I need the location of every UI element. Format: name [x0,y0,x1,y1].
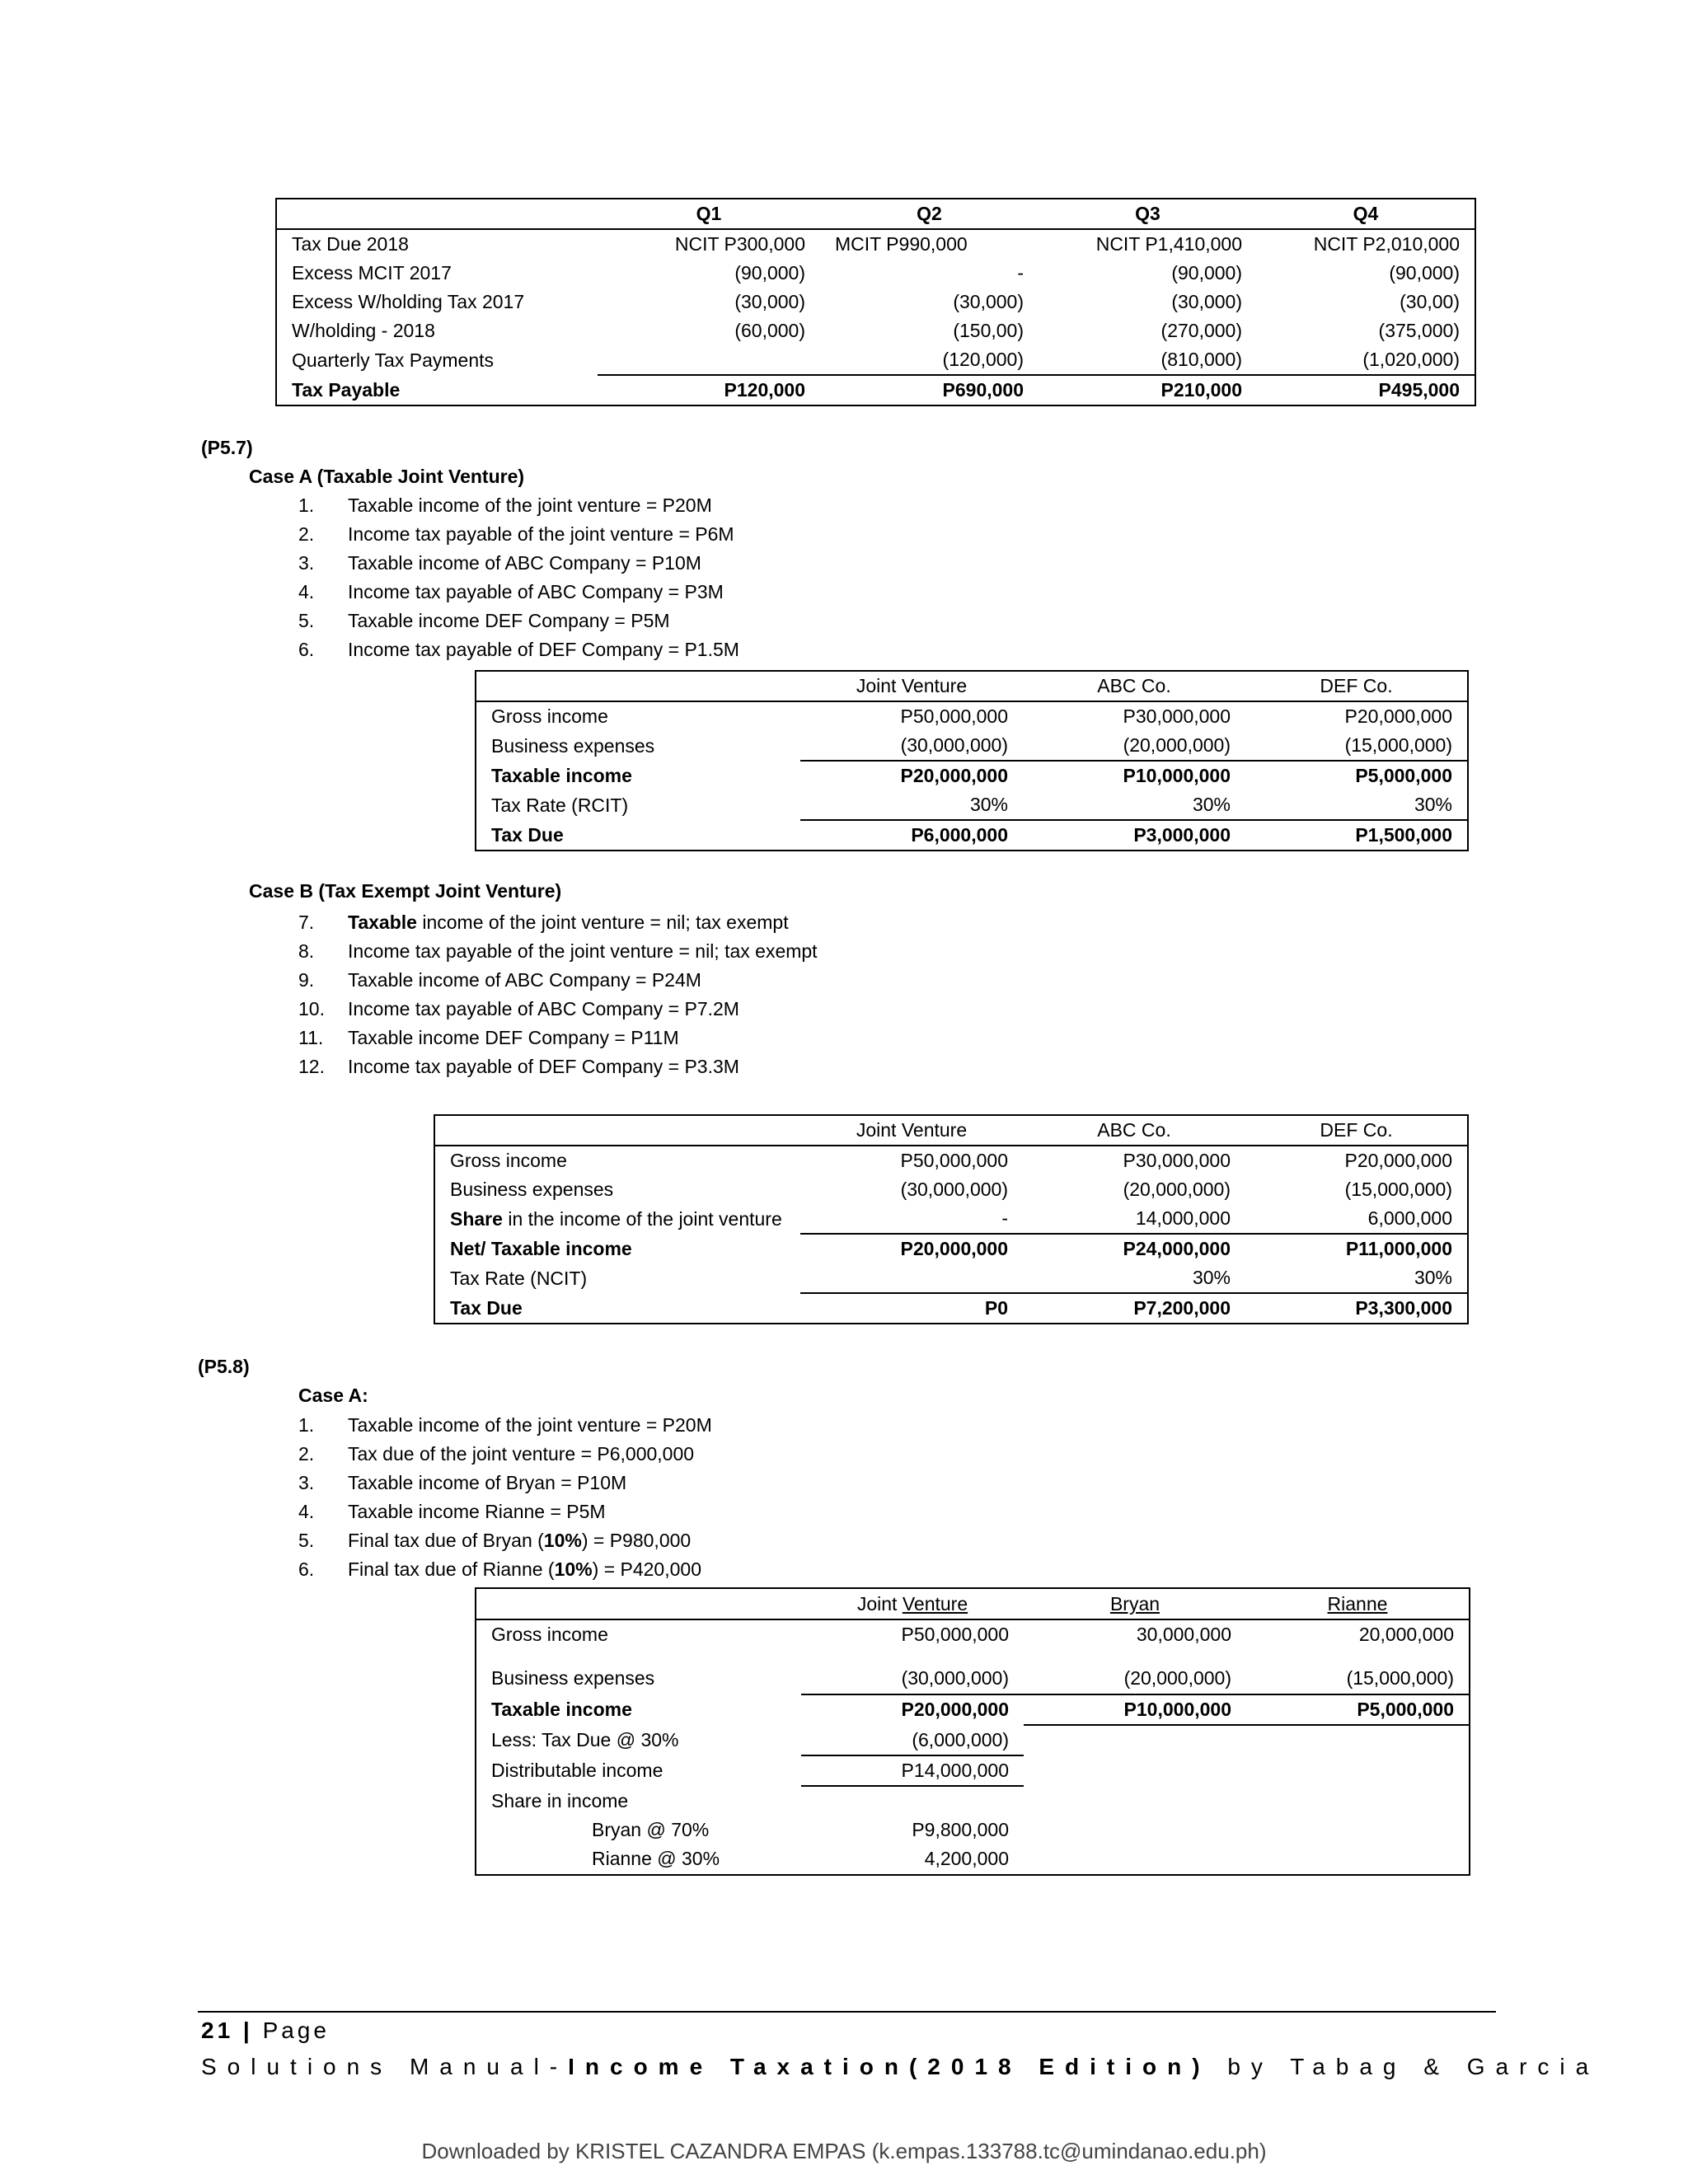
footer-divider [198,2011,1496,2013]
cell: 4,200,000 [924,1848,1009,1869]
cell: P20,000,000 [800,761,1023,790]
cell: (30,000,000) [900,734,1008,756]
table-row [276,229,1475,259]
cell: P495,000 [1257,375,1475,405]
cell: (90,000) [1171,262,1242,284]
cell: P50,000,000 [901,1624,1009,1645]
cell: (30,000) [953,291,1024,312]
case-a-title: Case A (Taxable Joint Venture) [249,466,525,487]
cell: P20,000,000 [800,1234,1023,1263]
cell: (90,000) [734,262,805,284]
col-header-abc: ABC Co. [1023,671,1245,701]
table-row [434,1234,1468,1263]
col-header-joint-venture: Joint Venture [800,671,1023,701]
cell: (810,000) [1160,349,1242,370]
cell: P20,000,000 [901,1699,1009,1720]
cell: (30,00) [1400,291,1460,312]
total-row [434,1293,1468,1324]
row-label: Net/ Taxable income [450,1237,632,1259]
cell: P5,000,000 [1357,1699,1454,1720]
table-row [434,1146,1468,1175]
row-label: Share in the income of the joint venture [450,1207,782,1230]
cell: P20,000,000 [1344,705,1452,727]
row-label: Taxable income [491,764,632,786]
table-row [476,731,1468,761]
case-a-list [298,491,1123,664]
list-item: 10. Income tax payable of ABC Company = P7.2M [298,998,739,1019]
col-header-q4: Q4 [1257,199,1475,229]
cell: 30,000,000 [1136,1624,1231,1645]
cell: NCIT P2,010,000 [1313,233,1460,255]
cell [598,345,820,375]
cell: P10,000,000 [1023,761,1245,790]
row-label: Tax Payable [292,378,401,401]
cell: 30% [1192,1267,1231,1288]
row-label: Quarterly Tax Payments [292,349,495,371]
cell: - [1017,262,1024,284]
col-header-q2: Q2 [820,199,1039,229]
row-label: Share in income [491,1790,629,1811]
total-row [476,820,1468,851]
row-label: Tax Rate (RCIT) [491,794,629,816]
cell: (30,000) [734,291,805,312]
cell: NCIT P300,000 [674,233,805,255]
col-header-def: DEF Co. [1245,1115,1468,1146]
cell: (20,000,000) [1123,1179,1231,1200]
cell: P20,000,000 [1344,1150,1452,1171]
row-label: Business expenses [450,1179,614,1200]
cell: P0 [800,1293,1023,1324]
row-label: W/holding - 2018 [292,320,435,341]
cell: P6,000,000 [800,820,1023,851]
cell: (20,000,000) [1123,1667,1231,1689]
row-label: Tax Rate (NCIT) [450,1267,588,1289]
page-number: 21 | Page [201,2018,330,2043]
table-row [276,316,1475,345]
table-row [276,259,1475,288]
col-header-joint-venture: Joint Venture [800,1115,1023,1146]
table-row [476,790,1468,820]
list-item: 2. Tax due of the joint venture = P6,000,000 [298,1443,695,1465]
table-row [434,1204,1468,1234]
cell: P14,000,000 [901,1760,1009,1781]
cell: - [1001,1207,1008,1229]
row-label: Business expenses [491,734,655,757]
list-item: 4. Taxable income Rianne = P5M [298,1501,606,1522]
row-label: Bryan @ 70% [592,1819,710,1840]
cell: P5,000,000 [1245,761,1468,790]
cell: P30,000,000 [1123,1150,1231,1171]
cell: P10,000,000 [1123,1699,1231,1720]
col-header-def: DEF Co. [1245,671,1468,701]
row-label: Tax Due [491,823,564,846]
cell: P690,000 [820,375,1039,405]
row-label: Gross income [491,1624,608,1645]
cell: 30% [1414,1267,1452,1288]
cell: (30,000,000) [901,1667,1009,1689]
cell: 30% [1414,794,1452,815]
cell: P9,800,000 [912,1819,1009,1840]
table-header [434,1115,1468,1146]
table-row [276,288,1475,316]
list-item: 11. Taxable income DEF Company = P11M [298,1027,679,1048]
table-row [434,1263,1468,1293]
case-a-table [475,670,1469,851]
col-header-joint-venture: Joint Venture [856,1593,968,1615]
cell [800,1263,1023,1293]
cell: (150,00) [953,320,1024,341]
cell: (15,000,000) [1344,734,1452,756]
col-header-q3: Q3 [1039,199,1257,229]
table-row [434,1175,1468,1204]
cell: P24,000,000 [1023,1234,1245,1263]
cell: 14,000,000 [1135,1207,1231,1229]
list-item: 4. Income tax payable of ABC Company = P3M [298,581,724,602]
row-label: Excess MCIT 2017 [292,262,452,284]
table-row [476,761,1468,790]
cell: (270,000) [1160,320,1242,341]
list-item: 6. Final tax due of Rianne (10%) = P420,000 [298,1558,701,1580]
cell: P11,000,000 [1245,1234,1468,1263]
list-item: 5. Taxable income DEF Company = P5M [298,610,670,631]
cell: 30% [1192,794,1231,815]
row-label: Distributable income [491,1760,663,1781]
list-item: 9. Taxable income of ABC Company = P24M [298,969,701,991]
cell: 20,000,000 [1358,1624,1454,1645]
cell: (120,000) [942,349,1024,370]
cell: P120,000 [598,375,820,405]
table-row [276,345,1475,375]
p58-table [475,1587,1470,1876]
cell: (15,000,000) [1346,1667,1454,1689]
row-label: Taxable income [491,1699,632,1720]
table-row [476,701,1468,731]
col-header-bryan: Bryan [1109,1593,1160,1615]
p58-case-a-list [298,1411,1123,1584]
list-item: 7. Taxable income of the joint venture = nil; tax exempt [298,912,789,933]
cell: P50,000,000 [900,705,1008,727]
cell: (1,020,000) [1362,349,1460,370]
cell: 6,000,000 [1367,1207,1452,1229]
row-label: Gross income [450,1150,567,1171]
cell: NCIT P1,410,000 [1095,233,1242,255]
row-label: Business expenses [491,1667,655,1689]
cell: P3,000,000 [1023,820,1245,851]
list-item: 8. Income tax payable of the joint venture = nil; tax exempt [298,940,818,962]
col-header-abc: ABC Co. [1023,1115,1245,1146]
cell: P50,000,000 [900,1150,1008,1171]
cell: (30,000) [1171,291,1242,312]
p58-case-a-title: Case A: [298,1385,368,1406]
list-item: 6. Income tax payable of DEF Company = P1.5M [298,639,739,660]
row-label: Less: Tax Due @ 30% [491,1729,679,1750]
col-header-rianne: Rianne [1327,1593,1388,1615]
col-header-q1: Q1 [598,199,820,229]
list-item: 12. Income tax payable of DEF Company = P3.3M [298,1056,739,1077]
download-notice: Downloaded by KRISTEL CAZANDRA EMPAS (k.empas.133788.tc@umindanao.edu.ph) [421,2139,1267,2163]
cell: P1,500,000 [1245,820,1468,851]
cell: P30,000,000 [1123,705,1231,727]
case-b-title: Case B (Tax Exempt Joint Venture) [249,880,562,902]
row-label: Rianne @ 30% [592,1848,720,1869]
list-item: 1. Taxable income of the joint venture = P20M [298,494,712,516]
row-label: Tax Due 2018 [292,233,409,255]
list-item: 5. Final tax due of Bryan (10%) = P980,000 [298,1530,692,1551]
cell: (375,000) [1378,320,1460,341]
list-item: 1. Taxable income of the joint venture = P20M [298,1414,712,1436]
quarterly-tax-table [275,198,1476,406]
table-header [476,671,1468,701]
book-title: Solutions Manual-Income Taxation(2018 Edition) by Tabag & Garcia [201,2054,1600,2079]
row-label: Gross income [491,705,608,727]
cell: (15,000,000) [1344,1179,1452,1200]
case-b-list [298,908,1123,1081]
row-label: Excess W/holding Tax 2017 [292,291,525,312]
problem-label-p58: (P5.8) [198,1356,250,1377]
total-row [276,375,1475,405]
cell: (60,000) [734,320,805,341]
cell: (20,000,000) [1123,734,1231,756]
row-label: Tax Due [450,1296,523,1319]
cell: P7,200,000 [1023,1293,1245,1324]
cell: MCIT P990,000 [835,233,968,255]
cell: (30,000,000) [900,1179,1008,1200]
list-item: 3. Taxable income of ABC Company = P10M [298,552,701,574]
problem-label-p57: (P5.7) [201,437,253,458]
cell: 30% [969,794,1008,815]
case-b-table [434,1114,1469,1324]
cell: P210,000 [1039,375,1257,405]
table-header [276,199,1475,229]
cell: P3,300,000 [1245,1293,1468,1324]
list-item: 3. Taxable income of Bryan = P10M [298,1472,627,1493]
list-item: 2. Income tax payable of the joint venture = P6M [298,523,734,545]
cell: (90,000) [1389,262,1460,284]
cell: (6,000,000) [912,1729,1009,1750]
